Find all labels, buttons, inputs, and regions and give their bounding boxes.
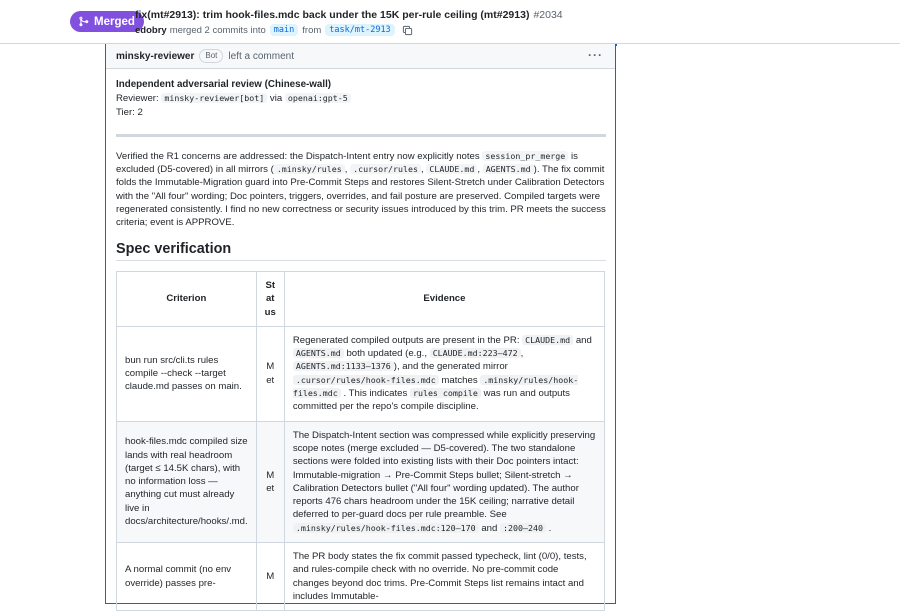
table-row — [117, 543, 605, 611]
comment-body — [116, 78, 606, 611]
kebab-menu-icon[interactable]: ··· — [588, 48, 603, 62]
copy-icon[interactable] — [402, 25, 413, 36]
criterion-cell: A normal commit (no env override) passes pre- — [117, 543, 257, 611]
evidence-text: ), and the generated mirror — [393, 361, 508, 373]
summary-text: , — [421, 164, 424, 176]
evidence-cell — [284, 326, 604, 421]
comment-action-text: left a comment — [228, 50, 294, 62]
column-header-evidence: Evidence — [284, 271, 604, 326]
evidence-code: :200–240 — [500, 523, 546, 533]
evidence-code: rules compile — [410, 388, 481, 398]
evidence-text: both updated (e.g., — [346, 348, 428, 360]
summary-code: CLAUDE.md — [426, 164, 477, 174]
pr-title-text: fix(mt#2913): trim hook-files.mdc back under the 15K per-rule ceiling (mt#2913) — [135, 9, 530, 21]
spec-table — [116, 271, 605, 611]
git-merge-icon — [78, 16, 89, 27]
divider — [116, 134, 606, 137]
criterion-cell: hook-files.mdc compiled size lands with real headroom (target ≤ 14.5K chars), with no information loss — anything cut must already live in docs/architecture/hooks/.md. — [117, 421, 257, 542]
merge-text: merged 2 commits into — [169, 24, 266, 36]
summary-code: AGENTS.md — [483, 164, 534, 174]
pr-author-link[interactable]: edobry — [135, 24, 167, 36]
spec-verification-heading: Spec verification — [116, 243, 606, 261]
pr-header — [0, 0, 900, 44]
comment-author-link[interactable]: minsky-reviewer — [116, 50, 195, 62]
evidence-text: was run and outputs committed per the repo's compile discipline. — [292, 388, 570, 413]
evidence-text: matches — [441, 374, 478, 386]
summary-text: , — [344, 164, 348, 176]
head-branch-link[interactable]: task/mt-2913 — [325, 24, 394, 36]
criterion-cell: bun run src/cli.ts rules compile --check --target claude.md passes on main. — [117, 326, 257, 421]
merged-label: Merged — [94, 15, 135, 28]
summary-code: session_pr_merge — [482, 151, 568, 161]
evidence-text: The PR body states the fix commit passed typecheck, lint (0/0), tests, and rules-compile check with no override. No pre-commit code changes beyond doc trims. Pre-Commit Steps list remains intact and includes Immutable- — [292, 551, 587, 602]
evidence-code: CLAUDE.md — [522, 335, 573, 345]
evidence-code: .minsky/rules/hook-files.mdc — [292, 374, 579, 399]
table-row — [117, 421, 605, 542]
reviewer-code: minsky-reviewer[bot] — [161, 93, 267, 103]
status-cell: M — [256, 543, 284, 611]
status-cell: M et — [256, 326, 284, 421]
summary-code: .cursor/rules — [350, 164, 421, 174]
evidence-code: AGENTS.md — [293, 348, 344, 358]
reviewer-label: Reviewer: — [116, 93, 159, 105]
summary-text: is excluded (D5-covered) in all mirrors ( — [116, 150, 578, 176]
evidence-cell — [284, 543, 604, 611]
evidence-code: AGENTS.md:1133–1376 — [293, 361, 394, 371]
status-cell: M et — [256, 421, 284, 542]
review-title: Independent adversarial review (Chinese-wall) — [116, 79, 332, 90]
bot-badge: Bot — [199, 49, 223, 63]
merged-state-badge — [70, 11, 144, 32]
tier-text: Tier: 2 — [116, 106, 143, 118]
from-text: from — [302, 24, 322, 36]
base-branch-link[interactable]: main — [270, 24, 298, 36]
pr-meta — [135, 24, 413, 36]
evidence-code: .cursor/rules/hook-files.mdc — [293, 375, 439, 385]
evidence-text: . This indicates — [343, 388, 408, 400]
evidence-code: CLAUDE.md:223–472 — [430, 348, 521, 358]
evidence-text: and — [481, 522, 498, 534]
evidence-text: The Dispatch-Intent section was compressed while explicitly preserving scope notes (merge excluded — D5-covered). The two standalone sections were folded into existing lists with their Doc pointers intact: Immutable-migration → Pre-Commit Steps bullet; Silent-stretch → Calibration Detectors bullet ("All four" wording updated). The author reports 476 chars headroom under the 15K ceiling; narrative detail deferred to per-guard docs per rule preamble. See — [292, 429, 596, 521]
evidence-text: Regenerated compiled outputs are present in the PR: — [292, 334, 520, 346]
via-text: via — [269, 93, 283, 105]
column-header-status: St at us — [256, 271, 284, 326]
summary-paragraph — [116, 150, 606, 230]
column-header-criterion: Criterion — [117, 271, 257, 326]
evidence-text: . — [548, 522, 552, 534]
evidence-code: .minsky/rules/hook-files.mdc:120–170 — [293, 523, 479, 533]
table-header-row — [117, 271, 605, 326]
summary-text: Verified the R1 concerns are addressed: the Dispatch-Intent entry now explicitly notes — [116, 150, 480, 162]
summary-text: ). The fix commit folds the Immutable-Migration guard into Pre-Commit Steps and restores Silent-Stretch under Calibration Detectors with the "All four" wording; Doc pointers, triggers, overrides, and fail posture are preserved. Compiled targets were regenerated consistently. I find no new correctness or security issues introduced by this trim. PR meets the success criteria; event is APPROVE. — [116, 164, 606, 229]
table-row — [117, 326, 605, 421]
pr-number: #2034 — [533, 9, 563, 21]
comment-header — [106, 44, 615, 69]
review-comment — [105, 44, 616, 604]
evidence-cell — [284, 421, 604, 542]
summary-text: , — [477, 164, 481, 176]
reviewer-line — [116, 92, 606, 105]
model-code: openai:gpt-5 — [285, 93, 351, 103]
summary-code: .minsky/rules — [274, 164, 345, 174]
evidence-text: and — [575, 334, 592, 346]
evidence-text: , — [520, 348, 524, 360]
pr-title — [135, 9, 563, 21]
